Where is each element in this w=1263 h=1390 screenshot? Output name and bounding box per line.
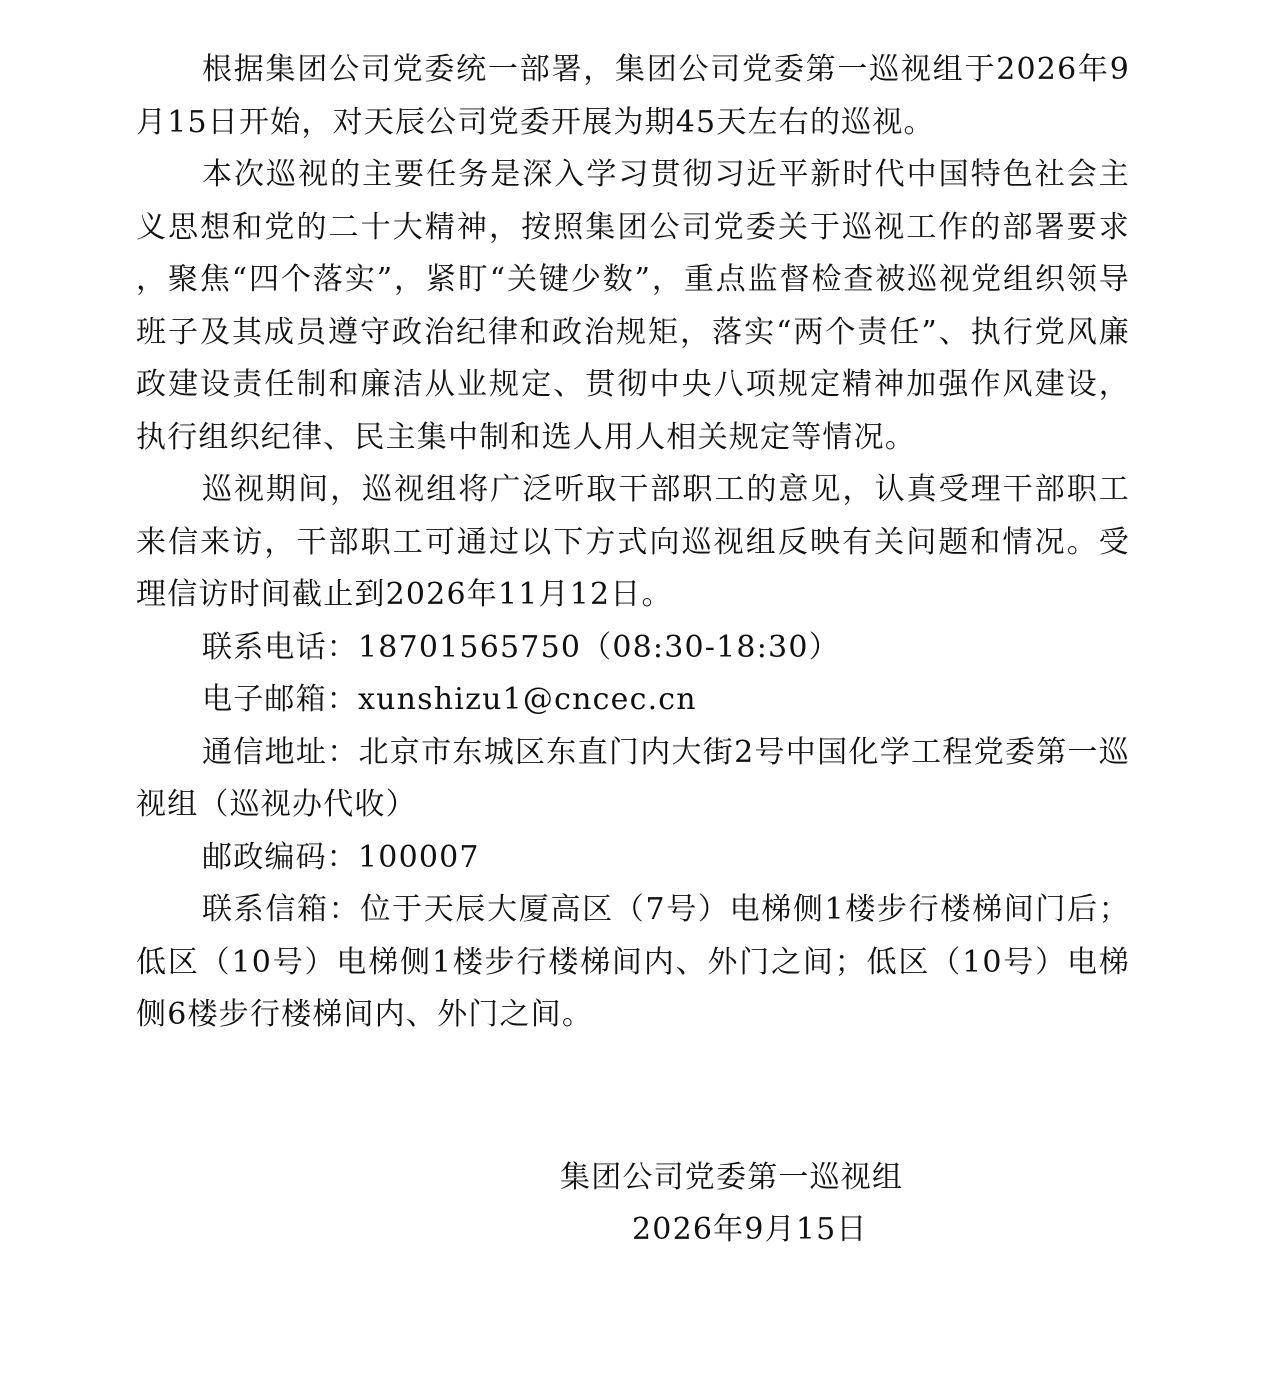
contact-mailbox: 联系信箱：位于天辰大厦高区（7号）电梯侧1楼步行楼梯间门后；低区（10号）电梯侧1楼步行楼梯间内、外门之间；低区（10号）电梯侧6楼步行楼梯间内、外门之间。 <box>136 892 1130 1032</box>
paragraph-inspection-tasks: 本次巡视的主要任务是深入学习贯彻习近平新时代中国特色社会主义思想和党的二十大精神，按照集团公司党委关于巡视工作的部署要求，聚焦“四个落实”，紧盯“关键少数”，重点监督检查被巡视党组织领导班子及其成员遵守政治纪律和政治规矩，落实“两个责任”、执行党风廉政建设责任制和廉洁从业规定、贯彻中央八项规定精神加强作风建设，执行组织纪律、民主集中制和选人用人相关规定等情况。 <box>136 157 1130 455</box>
signature-date: 2026年9月15日 <box>632 1212 868 1247</box>
signature-organization: 集团公司党委第一巡视组 <box>560 1160 904 1195</box>
contact-postcode: 邮政编码：100007 <box>202 839 480 875</box>
document-signature <box>560 1152 980 1256</box>
document-body <box>136 44 1130 1042</box>
contact-email: 电子邮箱：xunshizu1@cncec.cn <box>202 682 697 717</box>
paragraph-inspection-arrangement: 根据集团公司党委统一部署，集团公司党委第一巡视组于2026年9月15日开始，对天辰公司党委开展为期45天左右的巡视。 <box>136 52 1130 140</box>
contact-phone: 联系电话：18701565750（08:30-18:30） <box>202 629 840 665</box>
contact-address: 通信地址：北京市东城区东直门内大街2号中国化学工程党委第一巡视组（巡视办代收） <box>136 734 1130 822</box>
paragraph-feedback-channels: 巡视期间，巡视组将广泛听取干部职工的意见，认真受理干部职工来信来访，干部职工可通过以下方式向巡视组反映有关问题和情况。受理信访时间截止到2026年11月12日。 <box>136 472 1130 612</box>
